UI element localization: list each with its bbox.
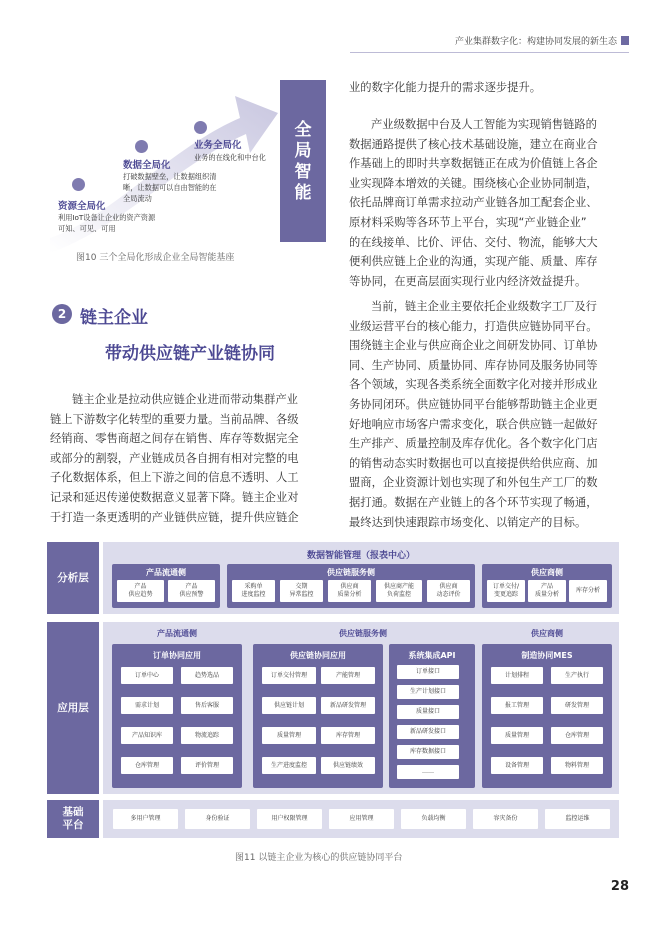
analysis-item: 供应商 动态评价 — [427, 580, 470, 602]
stage-2-desc-line: 打破数据壁垒，让数据组织清 — [123, 172, 217, 181]
app-item: 评价管理 — [181, 757, 233, 774]
analysis-layer-label: 分析层 — [47, 542, 99, 614]
text-line: 围绕链主企业与供应商企业之间研发协同、订单协 — [349, 339, 598, 353]
group-title: 产品流通侧 — [146, 568, 186, 577]
header-divider — [350, 52, 629, 53]
section-number: 2 — [52, 304, 72, 324]
text-line: 链主企业是拉动供应链企业进而带动集群产业 — [72, 393, 298, 406]
text-line: 记录和延迟传递使数据意义显著下降。链主企业对 — [50, 490, 299, 504]
supply-chain-collab-app — [253, 644, 383, 788]
analysis-group-supplier — [482, 564, 612, 608]
text-line: 各个领域，实现各类系统全面数字化对接并形成业 — [349, 378, 598, 392]
app-item: 库存管理 — [321, 727, 375, 744]
left-paragraph — [50, 390, 318, 410]
app-item: 物流追踪 — [181, 727, 233, 744]
analysis-item: 采购单 进度监控 — [232, 580, 275, 602]
figure-11 — [47, 542, 619, 842]
text-line: 于打造一条更透明的产业链供应链，提升供应链企 — [50, 510, 299, 524]
report-center-title: 数据智能管理（报表中心） — [306, 551, 415, 561]
platform-item: 监控运维 — [545, 809, 610, 829]
page-number: 28 — [610, 879, 629, 894]
api-item: 订单接口 — [397, 665, 459, 679]
app-item: 仓库管理 — [551, 727, 603, 744]
text-line: 盟商，企业资源计划也实现了和外包生产工厂的数 — [349, 476, 598, 490]
text-line: 最终达到快速跟踪市场变化、以销定产的目标。 — [349, 515, 587, 529]
analysis-item: 产品 质量分析 — [528, 580, 566, 602]
text-line: 据打通。数据在产业链上的各个环节实现了畅通， — [349, 495, 598, 509]
stage-2-desc-line: 全局流动 — [123, 194, 152, 203]
app-item: 质量管理 — [262, 727, 316, 744]
app-item: 计划排程 — [491, 667, 543, 684]
analysis-item: 供应商产能 负荷监控 — [376, 580, 422, 602]
application-layer-label: 应用层 — [47, 622, 99, 794]
app-item: 趋势选品 — [181, 667, 233, 684]
api-item: …… — [397, 765, 459, 779]
app-title: 系统集成API — [408, 651, 456, 660]
platform-item: 应用管理 — [329, 809, 394, 829]
stage-3-desc — [194, 152, 266, 163]
analysis-layer-panel — [103, 542, 619, 614]
app-item: 质量管理 — [491, 727, 543, 744]
application-layer-panel — [103, 622, 619, 794]
stage-2-title: 数据全局化 — [123, 160, 171, 171]
manufacturing-mes — [482, 644, 612, 788]
stage-1-desc-line: 利用IoT设备让企业的资产资源 — [58, 213, 156, 222]
platform-item: 多用户管理 — [113, 809, 178, 829]
app-item: 订单中心 — [121, 667, 173, 684]
text-line: 好地响应市场客户需求变化，联合供应链一起做好 — [349, 417, 598, 431]
app-title: 制造协同MES — [521, 651, 573, 660]
app-item: 供应链计划 — [262, 697, 316, 714]
app-item: 产品知识库 — [121, 727, 173, 744]
figure-11-caption: 图11 以链主企业为核心的供应链协同平台 — [235, 853, 403, 863]
app-item: 生产进度监控 — [262, 757, 316, 774]
app-item: 物料管理 — [551, 757, 603, 774]
api-item: 质量接口 — [397, 705, 459, 719]
api-item: 库存数据接口 — [397, 745, 459, 759]
goal-char: 局 — [294, 141, 312, 161]
stage-1-desc-line: 可知、可见、可用 — [58, 224, 116, 233]
app-col-title: 产品流通侧 — [157, 629, 197, 638]
platform-item: 用户权限管理 — [257, 809, 322, 829]
group-title: 供应链服务侧 — [327, 568, 375, 577]
text-line: 业的数字化能力提升的需求逐步提升。 — [349, 81, 542, 94]
app-item: 新品研发管理 — [321, 697, 375, 714]
app-title: 订单协同应用 — [153, 651, 201, 660]
text-line: 同、生产协同、质量协同、库存协同及服务协同等 — [349, 358, 598, 372]
text-line: 当前，链主企业主要依托企业级数字工厂及行 — [371, 300, 597, 313]
left-paragraph-cont — [50, 410, 318, 528]
stage-dot-3 — [194, 121, 207, 134]
analysis-item: 订单交付/ 变更追踪 — [487, 580, 525, 602]
app-item: 订单交付管理 — [262, 667, 316, 684]
app-item: 仓库管理 — [121, 757, 173, 774]
running-header — [455, 34, 629, 47]
stage-2-desc — [123, 171, 216, 204]
text-line: 便利供应链上企业的沟通，实现产能、质量、库存 — [349, 255, 598, 269]
goal-char: 能 — [294, 183, 312, 203]
app-item: 产能管理 — [321, 667, 375, 684]
section-title-line1: 链主企业 — [80, 308, 148, 328]
app-title: 供应链协同应用 — [290, 651, 346, 660]
order-collab-app — [112, 644, 242, 788]
text-line: 生产排产、质量控制及库存优化。各个数字化门店 — [349, 437, 598, 451]
stage-1-title: 资源全局化 — [58, 201, 106, 212]
stage-dot-1 — [72, 178, 85, 191]
app-item: 设备管理 — [491, 757, 543, 774]
analysis-group-supply — [227, 564, 475, 608]
api-item: 新品研发接口 — [397, 725, 459, 739]
text-line: 等协同，在更高层面实现行业内经济效益提升。 — [349, 274, 587, 288]
app-item: 生产执行 — [551, 667, 603, 684]
text-line: 或部分的割裂，产业链成员各自拥有相对完整的电 — [50, 451, 299, 465]
stage-3-desc-line: 业务的在线化和中台化 — [194, 153, 266, 162]
right-paragraph-3 — [349, 297, 619, 532]
analysis-group-product — [112, 564, 220, 608]
text-line: 的销售动态实时数据也可以直接提供给供应商、加 — [349, 456, 598, 470]
text-line: 业实现降本增效的关键。围绕核心企业协同制造， — [349, 176, 598, 190]
text-line: 链上下游数字化转型的重要力量。当前品牌、各级 — [50, 412, 299, 426]
section-title-line2: 带动供应链产业链协同 — [105, 344, 275, 364]
text-line: 产业级数据中台及人工智能为实现销售链路的 — [371, 118, 597, 131]
platform-item: 容灾备份 — [473, 809, 538, 829]
analysis-item: 库存分析 — [569, 580, 607, 602]
analysis-item: 供应商 质量分析 — [328, 580, 371, 602]
analysis-item: 交期 异常监控 — [280, 580, 323, 602]
goal-char: 智 — [294, 162, 312, 182]
text-line: 经销商、零售商超之间存在销售、库存等数据完全 — [50, 432, 299, 446]
goal-char: 全 — [294, 120, 312, 140]
app-col-title: 供应链服务侧 — [339, 629, 387, 638]
stage-dot-2 — [135, 140, 148, 153]
header-square-icon — [621, 36, 629, 45]
header-title: 产业集群数字化：构建协同发展的新生态 — [454, 37, 617, 47]
app-item: 售后客服 — [181, 697, 233, 714]
app-item: 需求计划 — [121, 697, 173, 714]
app-item: 研发管理 — [551, 697, 603, 714]
api-item: 生产计划接口 — [397, 685, 459, 699]
text-line: 务协同闭环。供应链协同平台能够帮助链主企业更 — [349, 397, 598, 411]
group-title: 供应商侧 — [531, 568, 563, 577]
platform-item: 负载均衡 — [401, 809, 466, 829]
stage-3-title: 业务全局化 — [194, 140, 242, 151]
right-paragraph-2 — [349, 115, 619, 291]
stage-1-desc — [58, 212, 155, 234]
analysis-item: 产品 供应预警 — [168, 580, 215, 602]
platform-layer-panel — [103, 800, 619, 838]
text-line: 依托品牌商订单需求拉动产业链各加工配套企业、 — [349, 196, 598, 210]
text-line: 数据通路提供了核心技术基础设施，建立在商业合 — [349, 137, 598, 151]
global-intelligence-box — [280, 80, 326, 242]
figure-10-caption: 图10 三个全局化形成企业全局智能基座 — [76, 253, 235, 263]
analysis-item: 产品 供应趋势 — [117, 580, 164, 602]
app-item: 报工管理 — [491, 697, 543, 714]
right-paragraph-1 — [349, 78, 619, 98]
text-line: 子化数据体系，但上下游之间的信息不透明、人工 — [50, 471, 299, 485]
platform-item: 身份验证 — [185, 809, 250, 829]
app-col-title: 供应商侧 — [531, 629, 563, 638]
app-item: 供应链绩效 — [321, 757, 375, 774]
platform-layer-label: 基础 平台 — [47, 800, 99, 838]
system-integration-api — [389, 644, 475, 788]
text-line: 的在线接单、比价、评估、交付、物流，能够大大 — [349, 235, 598, 249]
text-line: 业级运营平台的核心能力，打造供应链协同平台。 — [349, 319, 598, 333]
stage-2-desc-line: 晰，让数据可以自由智能的在 — [123, 183, 217, 192]
text-line: 作基础上的即时共享数据链正在成为价值链上各企 — [349, 157, 598, 171]
text-line: 原材料采购等各环节上平台，实现“产业链企业” — [349, 215, 587, 229]
